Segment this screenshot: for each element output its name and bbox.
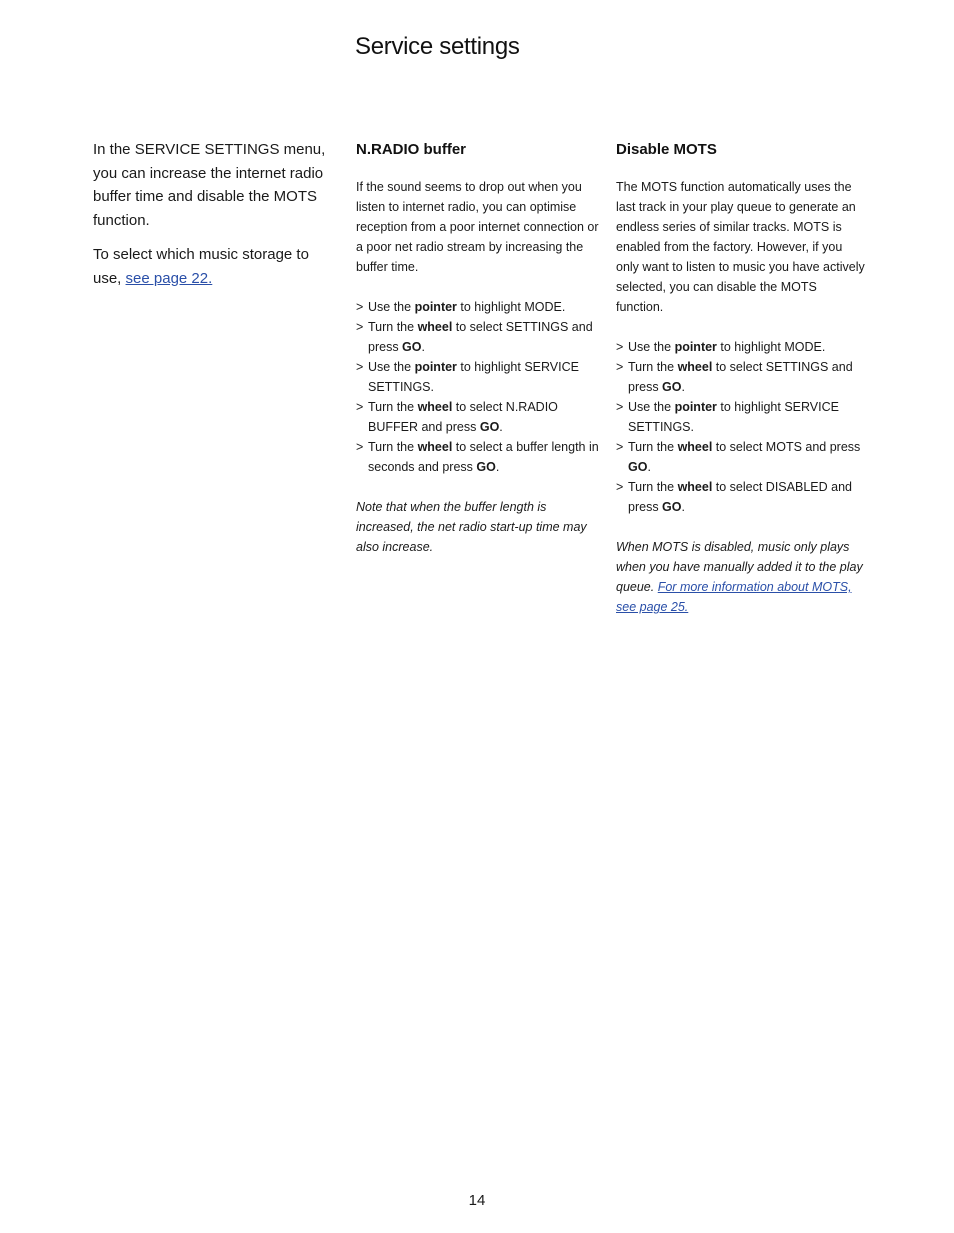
see-page-22-link[interactable]: see page 22. [125,269,213,287]
arrow-marker: > [616,480,624,494]
mots-body: The MOTS function automatically uses the last track in your play queue to generate an endless series of similar tracks. MOTS is enabled from the factory. However, if you only want to listen to music you have actively selected, you can disable the MOTS function. [616,180,865,314]
step-item: > Turn the wheel to select SETTINGS and press GO. [356,317,606,357]
step-item: > Use the pointer to highlight SERVICE SETTINGS. [616,397,866,437]
mots-section [616,138,866,617]
nradio-heading: N.RADIO buffer [356,141,466,158]
arrow-marker: > [616,340,624,354]
intro-column [93,138,328,290]
intro-storage-paragraph [93,243,328,290]
mots-note-text: When MOTS is disabled, music only plays when you have manually added it to the play queue. [616,540,863,594]
arrow-marker: > [356,300,364,314]
intro-storage-text: To select which music storage to use, [93,246,309,287]
arrow-marker: > [356,440,364,454]
step-item: > Turn the wheel to select SETTINGS and press GO. [616,357,866,397]
step-item: > Turn the wheel to select MOTS and press GO. [616,437,866,477]
arrow-marker: > [356,400,364,414]
page-title: Service settings [355,33,520,60]
mots-steps [616,337,866,517]
step-item: > Use the pointer to highlight MODE. [356,297,606,317]
step-item: > Use the pointer to highlight MODE. [616,337,866,357]
page-number: 14 [468,1192,486,1209]
mots-heading: Disable MOTS [616,141,717,158]
arrow-marker: > [616,360,624,374]
see-page-25-link[interactable]: For more information about MOTS, see page 25. [616,580,852,614]
arrow-marker: > [616,440,624,454]
step-item: > Turn the wheel to select a buffer length in seconds and press GO. [356,437,606,477]
nradio-section [356,138,606,557]
intro-paragraph: In the SERVICE SETTINGS menu, you can increase the internet radio buffer time and disable the MOTS function. [93,141,326,229]
arrow-marker: > [616,400,624,414]
arrow-marker: > [356,320,364,334]
step-item: > Turn the wheel to select DISABLED and press GO. [616,477,866,517]
step-item: > Turn the wheel to select N.RADIO BUFFER and press GO. [356,397,606,437]
step-item: > Use the pointer to highlight SERVICE SETTINGS. [356,357,606,397]
mots-note [616,537,866,617]
arrow-marker: > [356,360,364,374]
nradio-body: If the sound seems to drop out when you listen to internet radio, you can optimise reception from a poor internet connection or a poor net radio stream by increasing the buffer time. [356,180,599,274]
nradio-note: Note that when the buffer length is increased, the net radio start-up time may also increase. [356,500,587,554]
nradio-steps [356,297,606,477]
